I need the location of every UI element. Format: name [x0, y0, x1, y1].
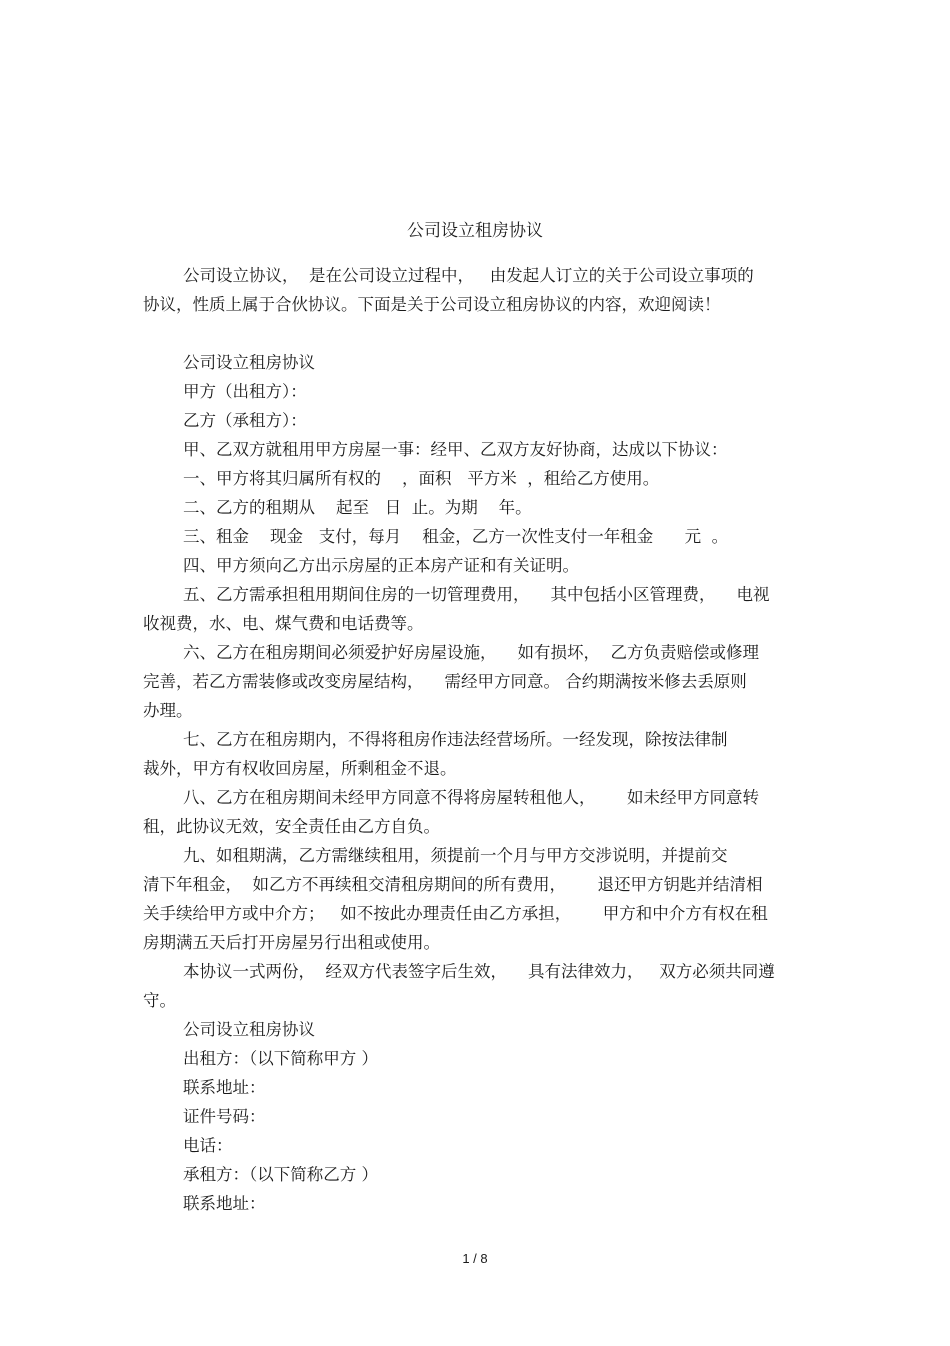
- paragraph-gap: [143, 319, 813, 348]
- text-line: 出租方：（以下简称甲方 ）: [183, 1049, 378, 1068]
- text-line: 完善，若乙方需装修或改变房屋结构， 需经甲方同意。 合约期满按米修去丢原则: [143, 672, 747, 691]
- text-line: 公司设立协议， 是在公司设立过程中， 由发起人订立的关于公司设立事项的: [183, 266, 754, 285]
- text-line: 联系地址：: [183, 1194, 266, 1213]
- text-line: 九、如租期满，乙方需继续租用，须提前一个月与甲方交涉说明，并提前交: [183, 846, 728, 865]
- text-line: 租，此协议无效，安全责任由乙方自负。: [143, 817, 440, 836]
- page-number: 1 / 8: [462, 1251, 488, 1266]
- text-line: 甲、乙双方就租用甲方房屋一事：经甲、乙双方友好协商，达成以下协议：: [183, 440, 728, 459]
- text-line: 五、乙方需承担租用期间住房的一切管理费用， 其中包括小区管理费， 电视: [183, 585, 770, 604]
- text-line: 乙方（承租方）：: [183, 411, 307, 430]
- text-line: 甲方（出租方）：: [183, 382, 307, 401]
- text-line: 六、乙方在租房期间必须爱护好房屋设施， 如有损坏， 乙方负责赔偿或修理: [183, 643, 759, 662]
- text-line: 收视费，水、电、煤气费和电话费等。: [143, 614, 424, 633]
- text-line: 裁外，甲方有权收回房屋，所剩租金不退。: [143, 759, 457, 778]
- text-line: 七、乙方在租房期内，不得将租房作违法经营场所。一经发现，除按法律制: [183, 730, 728, 749]
- text-line: 证件号码：: [183, 1107, 266, 1126]
- text-line: 联系地址：: [183, 1078, 266, 1097]
- text-line: 二、乙方的租期从 起至 日 止。为期 年。: [183, 498, 532, 517]
- text-line: 四、甲方须向乙方出示房屋的正本房产证和有关证明。: [183, 556, 579, 575]
- text-line: 公司设立租房协议: [183, 353, 315, 372]
- text-line: 房期满五天后打开房屋另行出租或使用。: [143, 933, 440, 952]
- text-line: 八、乙方在租房期间未经甲方同意不得将房屋转租他人， 如未经甲方同意转: [183, 788, 759, 807]
- text-line: 电话：: [183, 1136, 233, 1155]
- text-line: 一、甲方将其归属所有权的 ，面积 平方米 ，租给乙方使用。: [183, 469, 660, 488]
- text-line: 公司设立租房协议: [183, 1020, 315, 1039]
- document-title: 公司设立租房协议: [407, 221, 543, 241]
- text-line: 三、租金 现金 支付，每月 租金，乙方一次性支付一年租金 元 。: [183, 527, 729, 546]
- text-line: 守。: [143, 991, 176, 1010]
- document-body: [143, 261, 813, 1218]
- text-line: 办理。: [143, 701, 193, 720]
- text-line: 协议，性质上属于合伙协议。下面是关于公司设立租房协议的内容，欢迎阅读！: [143, 295, 721, 314]
- text-line: 清下年租金， 如乙方不再续租交清租房期间的所有费用， 退还甲方钥匙并结清相: [143, 875, 763, 894]
- text-line: 本协议一式两份， 经双方代表签字后生效， 具有法律效力， 双方必须共同遵: [183, 962, 775, 981]
- text-line: 关手续给甲方或中介方； 如不按此办理责任由乙方承担， 甲方和中介方有权在租: [143, 904, 768, 923]
- text-line: 承租方：（以下简称乙方 ）: [183, 1165, 378, 1184]
